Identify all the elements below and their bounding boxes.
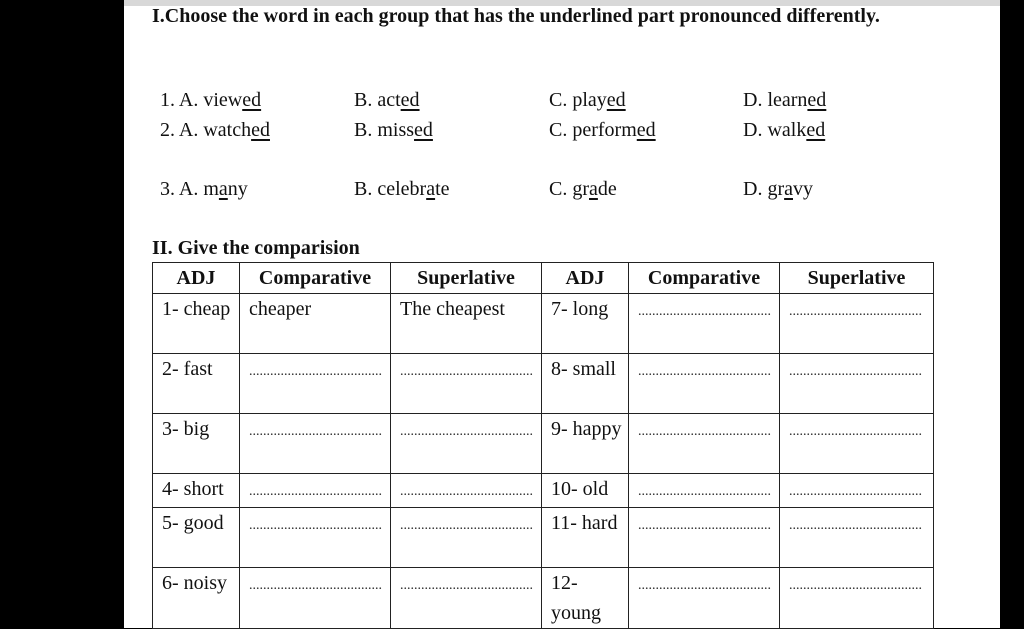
comparison-table <box>152 262 934 629</box>
adj-cell: 11- hard <box>542 508 629 568</box>
adj-cell: 2- fast <box>153 354 240 414</box>
table-row <box>153 294 934 354</box>
superlative-blank[interactable]: ...................................... <box>780 354 934 414</box>
table-row <box>153 568 934 629</box>
header-comparative-2: Comparative <box>629 263 780 294</box>
superlative-blank[interactable]: ...................................... <box>780 568 934 629</box>
comparative-blank[interactable]: ...................................... <box>240 508 391 568</box>
superlative-blank[interactable]: ...................................... <box>780 474 934 508</box>
q1-option-c: C. played <box>549 89 626 111</box>
q1-option-b: B. acted <box>354 89 420 111</box>
superlative-blank[interactable]: ...................................... <box>780 414 934 474</box>
superlative-blank[interactable]: ...................................... <box>780 294 934 354</box>
q2-option-c: C. performed <box>549 119 656 141</box>
table-row <box>153 414 934 474</box>
q2-option-b: B. missed <box>354 119 433 141</box>
superlative-blank[interactable]: ...................................... <box>391 474 542 508</box>
q1-option-a: 1. A. viewed <box>160 89 262 111</box>
adj-cell: 5- good <box>153 508 240 568</box>
comparative-blank[interactable]: ...................................... <box>629 354 780 414</box>
section1-title: I.Choose the word in each group that has the underlined part pronounced differently. <box>152 5 880 27</box>
header-superlative-2: Superlative <box>780 263 934 294</box>
table-row <box>153 508 934 568</box>
q3-option-c: C. grade <box>549 178 617 200</box>
adj-cell: 7- long <box>542 294 629 354</box>
section2-title: II. Give the comparision <box>152 237 360 259</box>
superlative-blank[interactable]: ...................................... <box>780 508 934 568</box>
adj-cell: 4- short <box>153 474 240 508</box>
comparative-blank[interactable]: ...................................... <box>629 474 780 508</box>
comparative-blank[interactable]: ...................................... <box>629 294 780 354</box>
adj-cell: 9- happy <box>542 414 629 474</box>
q2-option-d: D. walked <box>743 119 826 141</box>
superlative-blank[interactable]: ...................................... <box>391 568 542 629</box>
adj-cell: 1- cheap <box>153 294 240 354</box>
comparative-blank[interactable]: ...................................... <box>629 568 780 629</box>
table-header-row <box>153 263 934 294</box>
table-row <box>153 474 934 508</box>
table-row <box>153 354 934 414</box>
adj-cell: 12- young <box>542 568 629 629</box>
q2-option-a: 2. A. watched <box>160 119 270 141</box>
q3-option-b: B. celebrate <box>354 178 450 200</box>
header-adj-2: ADJ <box>542 263 629 294</box>
comparative-blank[interactable]: ...................................... <box>240 414 391 474</box>
adj-cell: 3- big <box>153 414 240 474</box>
right-border <box>1000 0 1024 628</box>
comparative-blank[interactable]: ...................................... <box>240 354 391 414</box>
q1-option-d: D. learned <box>743 89 827 111</box>
adj-cell: 10- old <box>542 474 629 508</box>
superlative-blank[interactable]: ...................................... <box>391 414 542 474</box>
comparative-blank[interactable]: ...................................... <box>629 414 780 474</box>
header-adj-1: ADJ <box>153 263 240 294</box>
header-superlative-1: Superlative <box>391 263 542 294</box>
worksheet-page <box>124 0 1000 628</box>
adj-cell: 8- small <box>542 354 629 414</box>
superlative-blank[interactable]: ...................................... <box>391 354 542 414</box>
q3-option-d: D. gravy <box>743 178 813 200</box>
comparative-blank[interactable]: ...................................... <box>240 568 391 629</box>
superlative-blank[interactable]: ...................................... <box>391 508 542 568</box>
superlative-cell: The cheapest <box>391 294 542 354</box>
comparative-blank[interactable]: ...................................... <box>240 474 391 508</box>
comparative-cell: cheaper <box>240 294 391 354</box>
header-comparative-1: Comparative <box>240 263 391 294</box>
comparative-blank[interactable]: ...................................... <box>629 508 780 568</box>
adj-cell: 6- noisy <box>153 568 240 629</box>
q3-option-a: 3. A. many <box>160 178 248 200</box>
